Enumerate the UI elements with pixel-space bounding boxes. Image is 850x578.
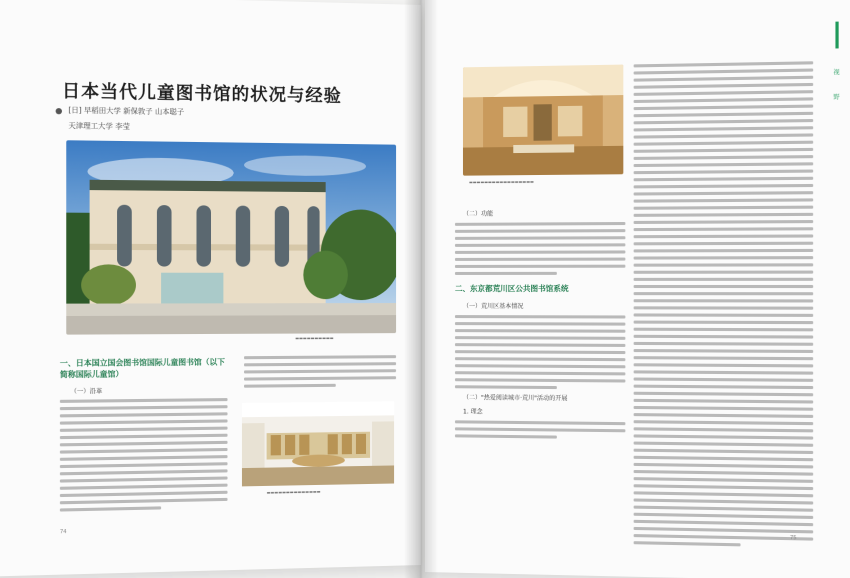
left-column-2 [244, 355, 396, 388]
section2-subheading-1: （一）荒川区基本情况 [462, 303, 524, 311]
section-tab [825, 21, 848, 110]
section1-heading: 一、日本国立国会图书馆国际儿童图书馆（以下简称国际儿童馆） [59, 357, 225, 380]
section-tab-char-2: 野 [833, 93, 840, 102]
article-title: 日本当代儿童图书馆的状况与经验 [62, 81, 342, 107]
left-column-1 [60, 356, 228, 511]
body-text-block [244, 355, 396, 388]
body-text-block [60, 398, 228, 512]
section-tab-char-1: 视 [833, 69, 840, 77]
left-page-number: 74 [59, 528, 67, 536]
bullet-icon [56, 108, 62, 114]
author-block [56, 103, 185, 136]
body-text-block [455, 222, 625, 275]
left-page [0, 0, 421, 576]
right-column-1 [455, 204, 625, 440]
library-building-photo [66, 140, 396, 334]
exhibition-photo-caption: ▬▬▬▬▬▬▬▬▬▬▬▬▬▬▬▬▬ [468, 179, 534, 185]
right-page [425, 0, 850, 578]
section2-heading: 二、东京都荒川区公共图书馆系统 [454, 283, 569, 294]
body-text-block [634, 61, 814, 548]
authors-line-1: [日] 早稻田大学 新保敦子 山本聪子 [68, 106, 185, 117]
reading-room-photo [242, 401, 394, 486]
section1-subheading: （一）沿革 [70, 388, 103, 396]
authors-line-2: 天津理工大学 李莹 [68, 121, 130, 131]
reading-room-caption: ▬▬▬▬▬▬▬▬▬▬▬▬▬▬ [266, 488, 321, 496]
building-photo-caption: ▬▬▬▬▬▬▬▬▬▬ [295, 335, 334, 341]
right-column-2 [634, 61, 814, 548]
section2-subheading-2: （二）"热爱阅读城市·荒川"活动的开展 [462, 394, 568, 403]
function-subheading: （二）功能 [462, 210, 494, 218]
exhibition-hall-photo [463, 65, 623, 176]
section-tab-label [825, 61, 848, 111]
right-page-number: 75 [789, 535, 797, 542]
body-text-block [455, 315, 625, 390]
section2-subheading-3: 1. 理念 [462, 408, 483, 416]
accent-bar [835, 22, 838, 49]
body-text-block [455, 420, 625, 439]
